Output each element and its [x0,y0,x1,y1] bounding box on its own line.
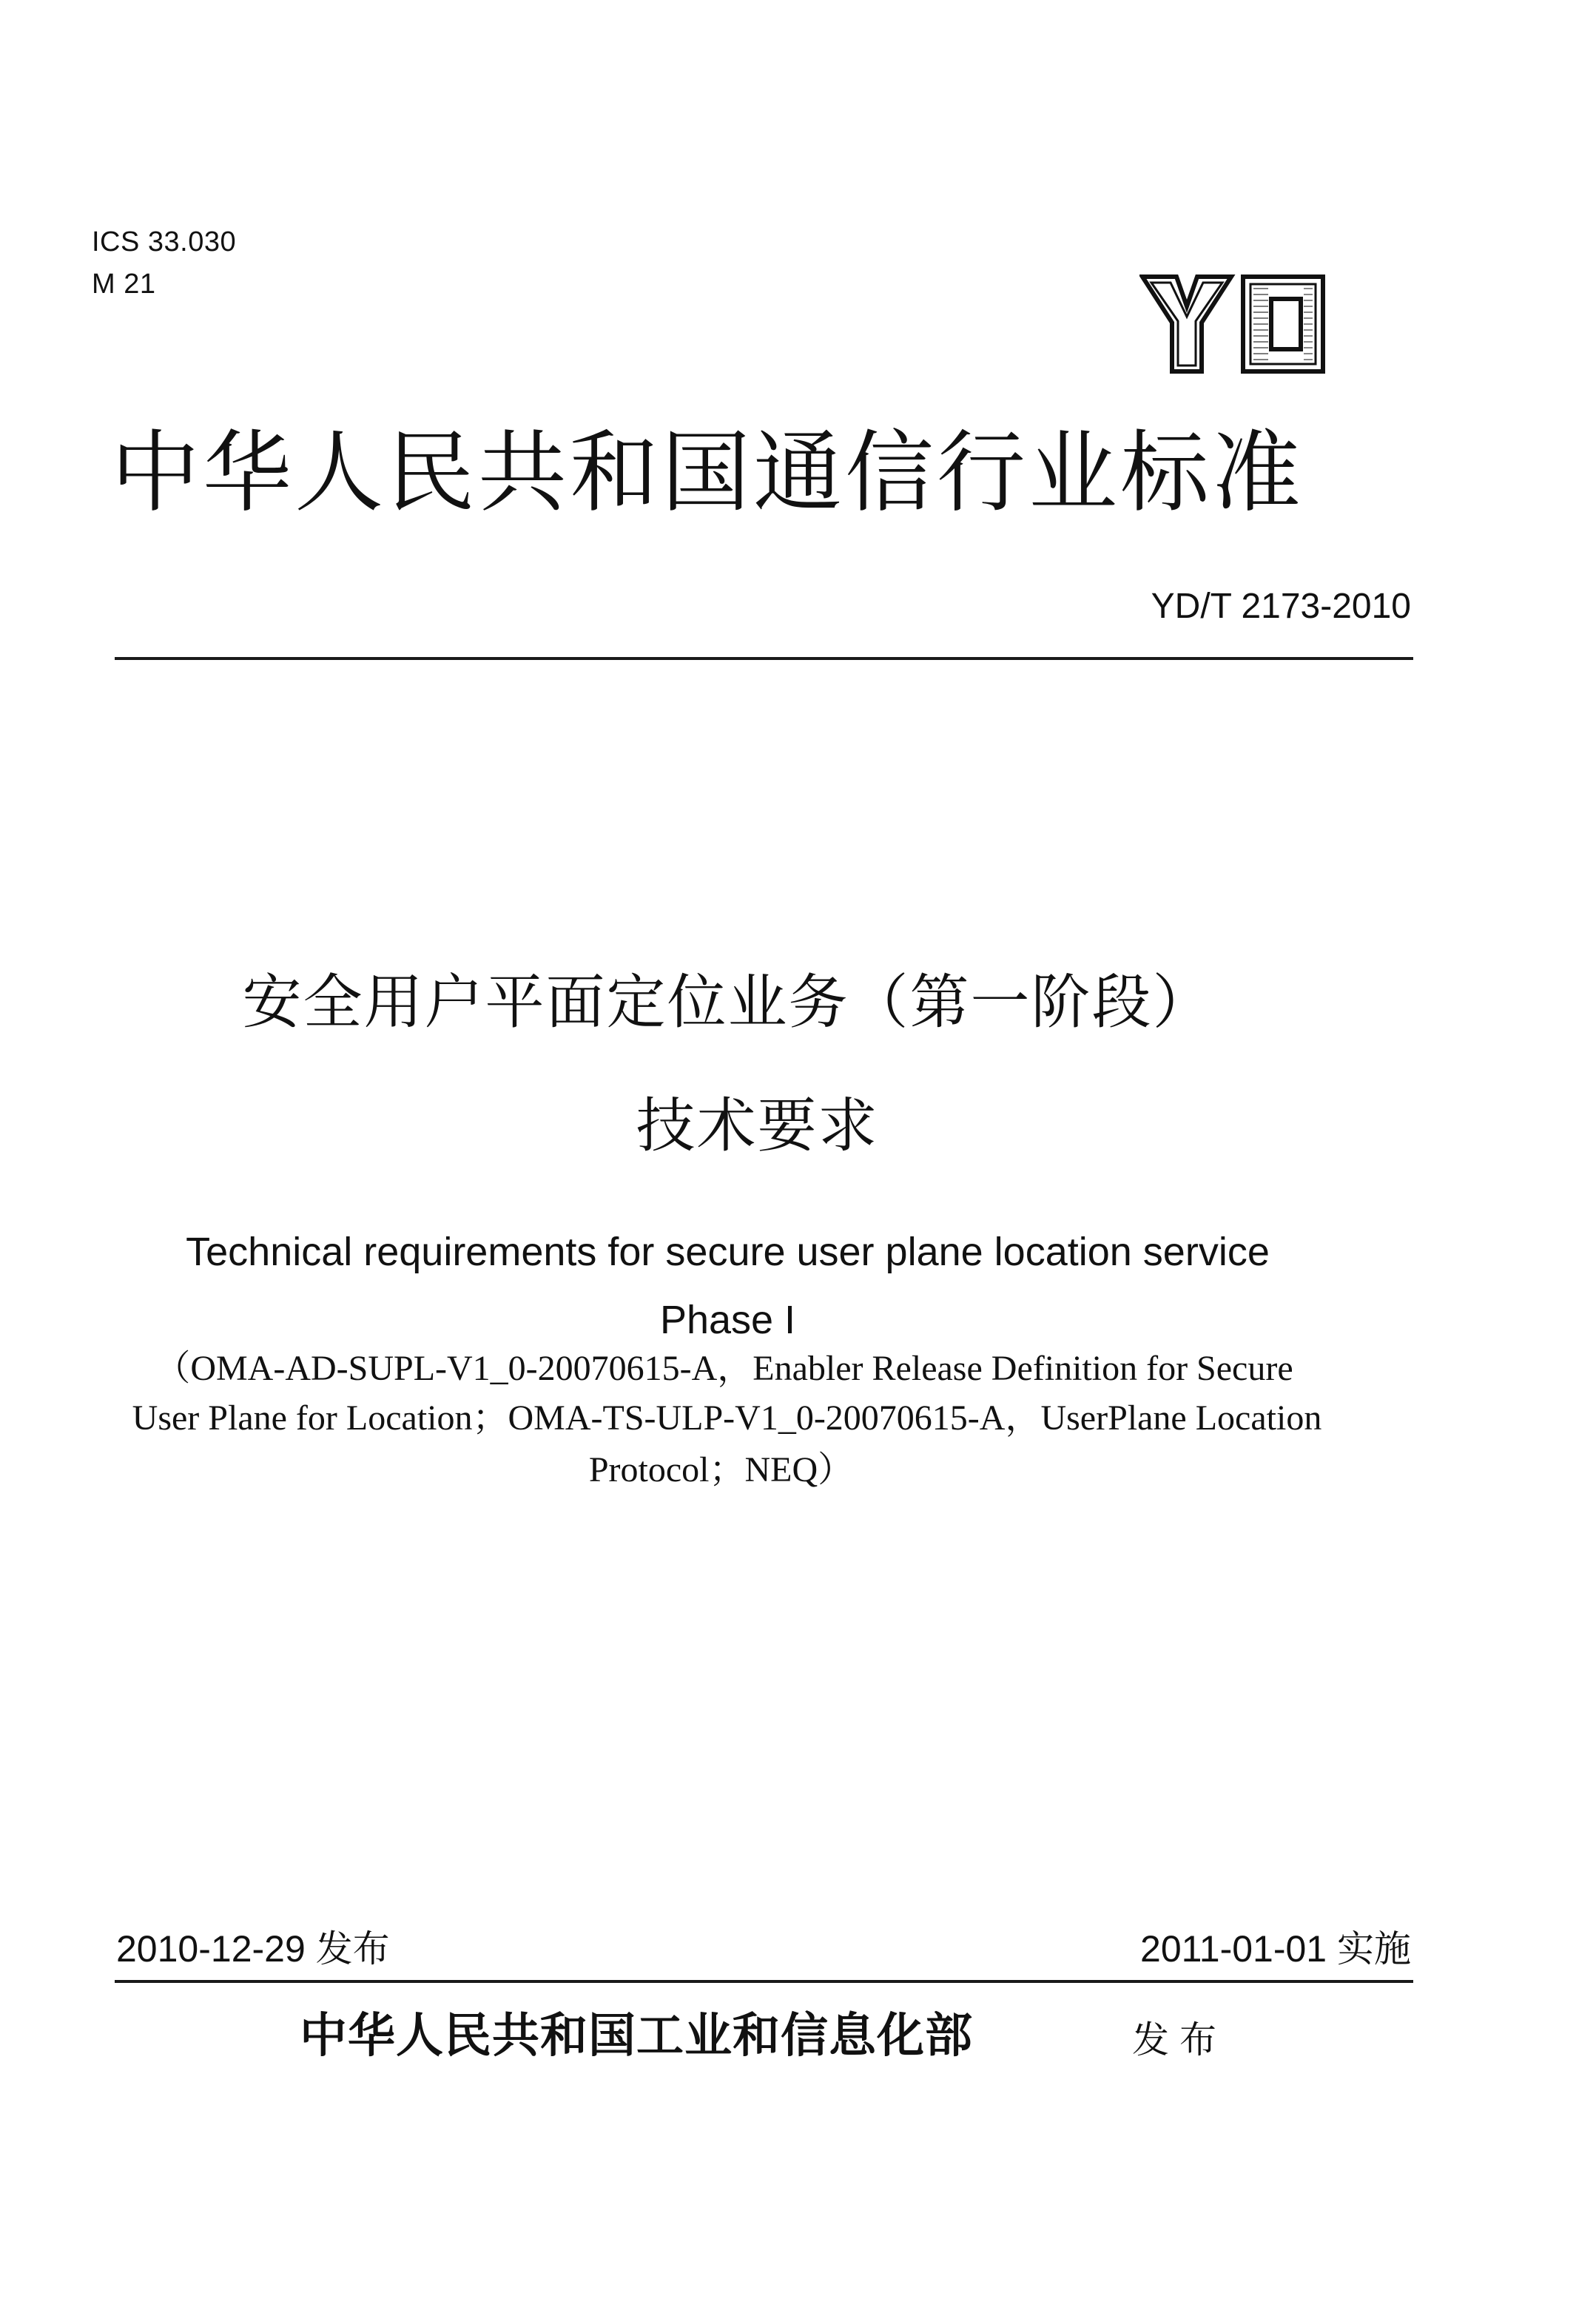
logo-letter-d [1243,277,1323,371]
issuing-authority-suffix: 发布 [1132,2018,1227,2061]
top-divider [115,657,1413,660]
standard-number: YD/T 2173-2010 [1151,587,1411,626]
document-title-en-line2: Phase I [659,1298,796,1342]
bottom-divider [115,1980,1413,1983]
logo-letter-y [1142,277,1231,371]
reference-line3: Protocol；NEQ） [588,1450,854,1489]
reference-line2: User Plane for Location；OMA-TS-ULP-V1_0-20070615-A，UserPlane Location [132,1398,1322,1438]
implementation-date: 2011-01-01 实施 [1140,1928,1411,1970]
issue-date: 2010-12-29 发布 [116,1928,390,1970]
document-title-en-line1: Technical requirements for secure user plane location service [186,1230,1270,1274]
ics-code: ICS 33.030 [92,226,237,257]
document-title-cn-line2: 技术要求 [636,1091,879,1160]
ccs-code: M 21 [92,269,156,300]
reference-line1: （OMA-AD-SUPL-V1_0-20070615-A，Enabler Release Definition for Secure [155,1349,1293,1388]
standard-title: 中华人民共和国通信行业标准 [111,422,1304,525]
yd-logo [1139,272,1326,376]
document-title-cn-line1: 安全用户平面定位业务（第一阶段） [242,968,1213,1037]
issuing-authority: 中华人民共和国工业和信息化部 [300,2008,973,2064]
